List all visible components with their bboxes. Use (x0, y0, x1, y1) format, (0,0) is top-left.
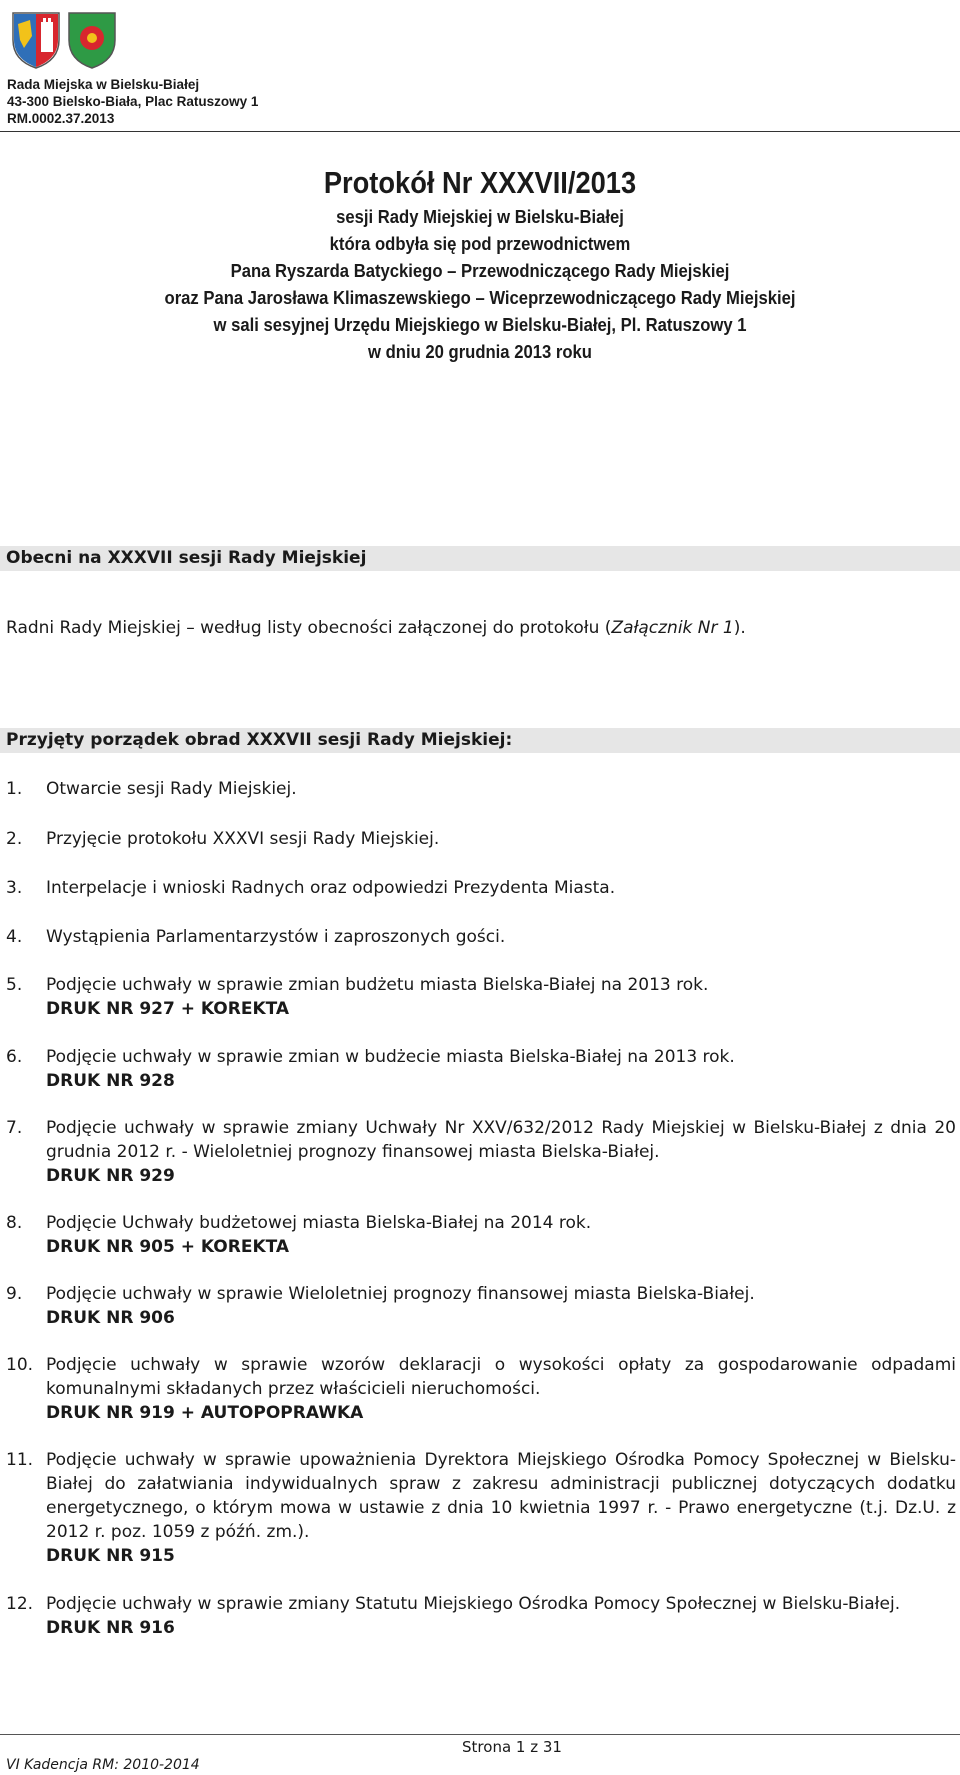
agenda-item-number: 6. (6, 1047, 23, 1067)
agenda-item (6, 1116, 956, 1188)
agenda-item-number: 10. (6, 1355, 34, 1375)
agenda-item (6, 1448, 956, 1568)
attendance-text (6, 616, 746, 640)
druk-number: DRUK NR 916 (46, 1618, 175, 1638)
bielsko-crest-icon (10, 10, 62, 70)
title-line: która odbyła się pod przewodnictwem (329, 233, 631, 254)
agenda-item-text: Podjęcie Uchwały budżetowej miasta Bielska-Białej na 2014 rok. (46, 1213, 592, 1233)
page-number: Strona 1 z 31 (462, 1738, 562, 1756)
agenda-item (6, 777, 956, 801)
agenda-item (6, 925, 956, 949)
attendance-text-before: Radni Rady Miejskiej – według listy obecności załączonej do protokołu ( (6, 618, 612, 638)
agenda-item-number: 2. (6, 829, 23, 849)
agenda-item-text: Wystąpienia Parlamentarzystów i zaproszonych gości. (46, 927, 506, 947)
agenda-item-number: 3. (6, 878, 23, 898)
title-line: sesji Rady Miejskiej w Bielsku-Białej (336, 206, 624, 227)
agenda-item (6, 1282, 956, 1330)
city-crests (10, 10, 118, 72)
druk-number: DRUK NR 906 (46, 1308, 175, 1328)
title-block (0, 163, 960, 365)
attachment-reference: Załącznik Nr 1 (611, 618, 734, 638)
agenda-item-number: 1. (6, 779, 23, 799)
agenda-item-number: 11. (6, 1450, 34, 1470)
druk-number: DRUK NR 915 (46, 1546, 175, 1566)
agenda-item-text: Podjęcie uchwały w sprawie Wieloletniej prognozy finansowej miasta Bielska-Białej. (46, 1284, 755, 1304)
title-line: w dniu 20 grudnia 2013 roku (368, 341, 592, 362)
agenda-item-number: 12. (6, 1594, 34, 1614)
agenda-item (6, 1045, 956, 1093)
agenda-item-number: 9. (6, 1284, 23, 1304)
title-line: oraz Pana Jarosława Klimaszewskiego – Wiceprzewodniczącego Rady Miejskiej (164, 287, 796, 308)
druk-number: DRUK NR 905 + KOREKTA (46, 1237, 290, 1257)
attendance-heading: Obecni na XXXVII sesji Rady Miejskiej (0, 546, 960, 571)
agenda-item-number: 5. (6, 975, 23, 995)
druk-number: DRUK NR 919 + AUTOPOPRAWKA (46, 1403, 364, 1423)
document-title: Protokół Nr XXXVII/2013 (323, 165, 637, 200)
druk-number: DRUK NR 928 (46, 1071, 175, 1091)
title-line: Pana Ryszarda Batyckiego – Przewodniczącego Rady Miejskiej (230, 260, 730, 281)
agenda-item-number: 8. (6, 1213, 23, 1233)
agenda-item-text: Otwarcie sesji Rady Miejskiej. (46, 779, 297, 799)
org-header (7, 76, 258, 127)
agenda-item-text: Podjęcie uchwały w sprawie zmiany Uchwały Nr XXV/632/2012 Rady Miejskiej w Bielsku-Białej z dnia 20 grudnia 2012 r. - Wieloletniej prognozy finansowej miasta Bielska-Białej. (46, 1118, 956, 1162)
org-address: 43-300 Bielsko-Biała, Plac Ratuszowy 1 (7, 94, 259, 109)
agenda-item (6, 827, 956, 851)
biala-crest-icon (66, 10, 118, 70)
druk-number: DRUK NR 927 + KOREKTA (46, 999, 290, 1019)
agenda-item-number: 4. (6, 927, 23, 947)
agenda-item-text: Podjęcie uchwały w sprawie wzorów deklaracji o wysokości opłaty za gospodarowanie odpadami komunalnymi składanych przez właścicieli nieruchomości. (46, 1355, 956, 1399)
agenda-item (6, 1353, 956, 1425)
footer-divider (0, 1734, 960, 1735)
agenda-item-text: Interpelacje i wnioski Radnych oraz odpowiedzi Prezydenta Miasta. (46, 878, 616, 898)
agenda-item-text: Podjęcie uchwały w sprawie zmiany Statutu Miejskiego Ośrodka Pomocy Społecznej w Bielsku-Białej. (46, 1594, 901, 1614)
agenda-item-number: 7. (6, 1118, 23, 1138)
agenda-item-text: Przyjęcie protokołu XXXVI sesji Rady Miejskiej. (46, 829, 440, 849)
document-ref: RM.0002.37.2013 (7, 111, 115, 126)
title-line: w sali sesyjnej Urzędu Miejskiego w Bielsku-Białej, Pl. Ratuszowy 1 (213, 314, 747, 335)
agenda-item (6, 1592, 956, 1640)
org-name: Rada Miejska w Bielsku-Białej (7, 77, 200, 92)
agenda-item (6, 1211, 956, 1259)
agenda-item (6, 876, 956, 900)
agenda-heading: Przyjęty porządek obrad XXXVII sesji Rady Miejskiej: (0, 728, 960, 753)
druk-number: DRUK NR 929 (46, 1166, 175, 1186)
agenda-item-text: Podjęcie uchwały w sprawie zmian w budżecie miasta Bielska-Białej na 2013 rok. (46, 1047, 735, 1067)
kadencja-label: VI Kadencja RM: 2010-2014 (6, 1757, 200, 1773)
agenda-item (6, 973, 956, 1021)
attendance-text-after: ). (733, 618, 746, 638)
agenda-item-text: Podjęcie uchwały w sprawie upoważnienia Dyrektora Miejskiego Ośrodka Pomocy Społecznej w Bielsku-Białej do załatwiania indywidualnych spraw z zakresu administracji publicznej dotyczących dodatku energetycznego, o którym mowa w ustawie z dnia 10 kwietnia 1997 r. - Prawo energetyczne (t.j. Dz.U. z 2012 r. poz. 1059 z późń. zm.). (46, 1450, 956, 1542)
header-divider (0, 131, 960, 132)
agenda-item-text: Podjęcie uchwały w sprawie zmian budżetu miasta Bielska-Białej na 2013 rok. (46, 975, 709, 995)
